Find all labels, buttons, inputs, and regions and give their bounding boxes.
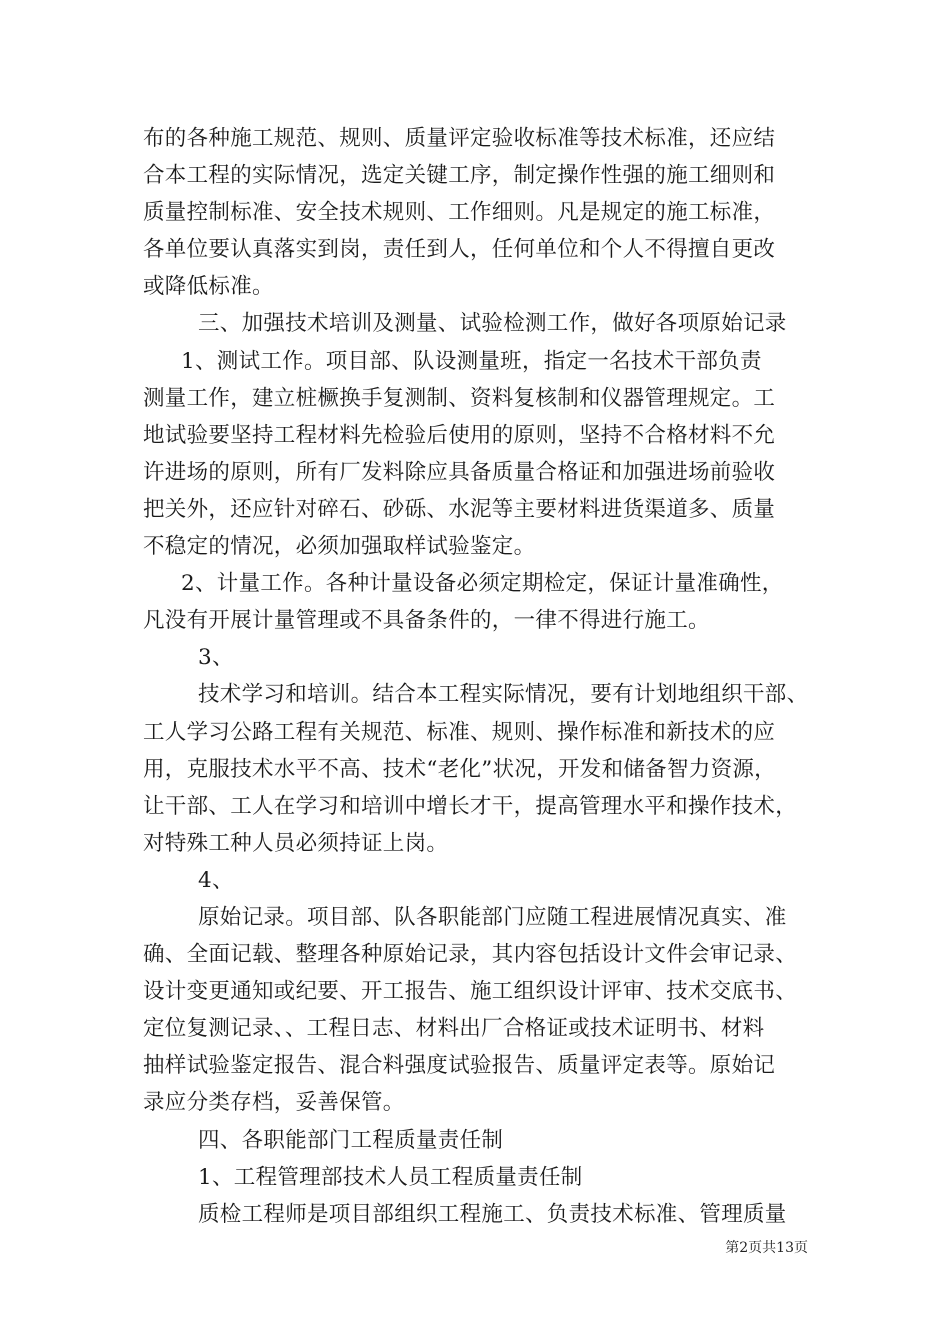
body-line: 许进场的原则，所有厂发料除应具备质量合格证和加强进场前验收	[143, 459, 776, 485]
body-line: 2、计量工作。各种计量设备必须定期检定，保证计量准确性，	[181, 571, 784, 597]
list-number: 4、	[198, 867, 234, 893]
body-line: 质量控制标准、安全技术规则、工作细则。凡是规定的施工标准，	[143, 200, 776, 226]
body-line: 让干部、工人在学习和培训中增长才干，提高管理水平和操作技术，	[143, 793, 798, 819]
body-line: 工人学习公路工程有关规范、标准、规则、操作标准和新技术的应	[143, 719, 776, 745]
body-line: 凡没有开展计量管理或不具备条件的，一律不得进行施工。	[143, 608, 710, 634]
subsection-heading: 1、工程管理部技术人员工程质量责任制	[198, 1164, 583, 1190]
body-line: 技术学习和培训。结合本工程实际情况，要有计划地组织干部、	[198, 682, 809, 708]
body-line: 把关外，还应针对碎石、砂砾、水泥等主要材料进货渠道多、质量	[143, 496, 776, 522]
body-line: 设计变更通知或纪要、开工报告、施工组织设计评审、技术交底书、	[143, 979, 798, 1005]
body-line: 或降低标准。	[143, 274, 274, 300]
body-line: 各单位要认真落实到岗，责任到人，任何单位和个人不得擅自更改	[143, 237, 776, 263]
body-line: 对特殊工种人员必须持证上岗。	[143, 830, 449, 856]
body-line: 原始记录。项目部、队各职能部门应随工程进展情况真实、准	[198, 904, 787, 930]
body-line: 1、测试工作。项目部、队设测量班，指定一名技术干部负责	[181, 348, 762, 374]
body-line: 录应分类存档，妥善保管。	[143, 1090, 405, 1116]
body-line: 用，克服技术水平不高、技术“老化”状况，开发和储备智力资源，	[143, 756, 776, 782]
document-body	[143, 120, 813, 1233]
body-line: 地试验要坚持工程材料先检验后使用的原则，坚持不合格材料不允	[143, 422, 776, 448]
body-line: 确、全面记载、整理各种原始记录，其内容包括设计文件会审记录、	[143, 942, 798, 968]
page-number-footer: 第2页共13页	[725, 1240, 808, 1256]
body-line: 合本工程的实际情况，选定关键工序，制定操作性强的施工细则和	[143, 163, 776, 189]
body-line: 质检工程师是项目部组织工程施工、负责技术标准、管理质量	[198, 1201, 787, 1227]
body-line: 抽样试验鉴定报告、混合料强度试验报告、质量评定表等。原始记	[143, 1053, 776, 1079]
body-line: 布的各种施工规范、规则、质量评定验收标准等技术标准，还应结	[143, 126, 776, 151]
list-number: 3、	[198, 645, 234, 671]
section-heading: 四、各职能部门工程质量责任制	[198, 1127, 504, 1153]
section-heading: 三、加强技术培训及测量、试验检测工作，做好各项原始记录	[198, 311, 787, 337]
body-line: 定位复测记录、、工程日志、材料出厂合格证或技术证明书、材料	[143, 1016, 765, 1042]
body-line: 测量工作，建立桩橛换手复测制、资料复核制和仪器管理规定。工	[143, 385, 776, 411]
body-line: 不稳定的情况，必须加强取样试验鉴定。	[143, 534, 536, 560]
